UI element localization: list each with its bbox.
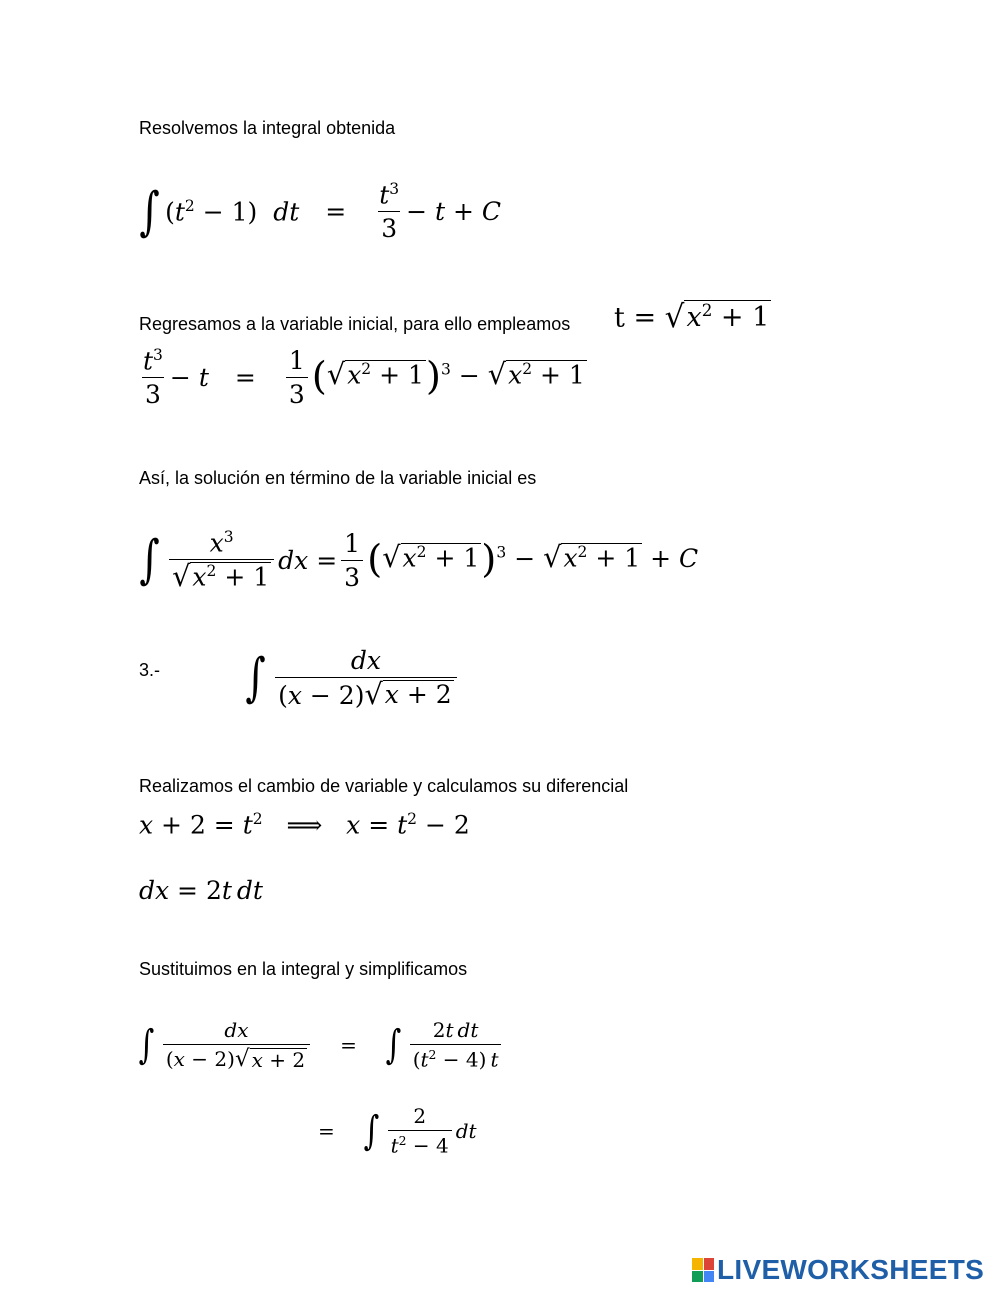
text-problem-number: 3.- [139,660,161,680]
text-resolvemos: Resolvemos la integral obtenida [139,118,396,138]
equation-integral-t: ∫ $(t^2 - 1)$ dt = $\frac{t^3}{3}$ − t + C [139,180,502,244]
logo-mark-icon [692,1258,714,1282]
text-realizamos: Realizamos el cambio de variable y calculamos su diferencial [139,776,629,796]
logo-text: LIVEWORKSHEETS [717,1254,985,1285]
equation-solution: ∫ $x^3$ √ $x^2 + 1$ dx = $\frac{1}{3}$ ( √ $x^2 + 1$ )$^3$ − √ $x^2 + 1$ + C [139,528,699,594]
text-regresamos: Regresamos a la variable inicial, para ello empleamos [139,314,571,334]
equation-differential: dx = 2t dt [139,876,263,905]
equation-problem-3: ∫ dx (x − 2) √ x + 2 [242,646,461,710]
text-asi-solucion: Así, la solución en término de la variable inicial es [139,468,537,488]
text-sustituimos: Sustituimos en la integral y simplificamos [139,959,468,979]
equation-change-variable: $x + 2 = t^2$ ⟹ $x = t^2 - 2$ [139,810,470,840]
equation-back-substitution: $\frac{t^3}{3}$ − t = $\frac{1}{3}$ ( √ $x^2 + 1$ )$^3$ − √ $x^2 + 1$ [143,346,585,410]
liveworksheets-logo [692,1254,984,1286]
equation-t-substitution: t = √ $x^2 + 1$ [614,298,770,335]
equation-substitution-step2: = ∫ $\frac{2}{t^2 - 4}$ dt [318,1104,477,1158]
equation-substitution-step1: ∫ dx (x − 2) √ x + 2 = ∫ $\frac{\text{2t dt}}{(t^2 - 4) t}$ [136,1018,505,1072]
